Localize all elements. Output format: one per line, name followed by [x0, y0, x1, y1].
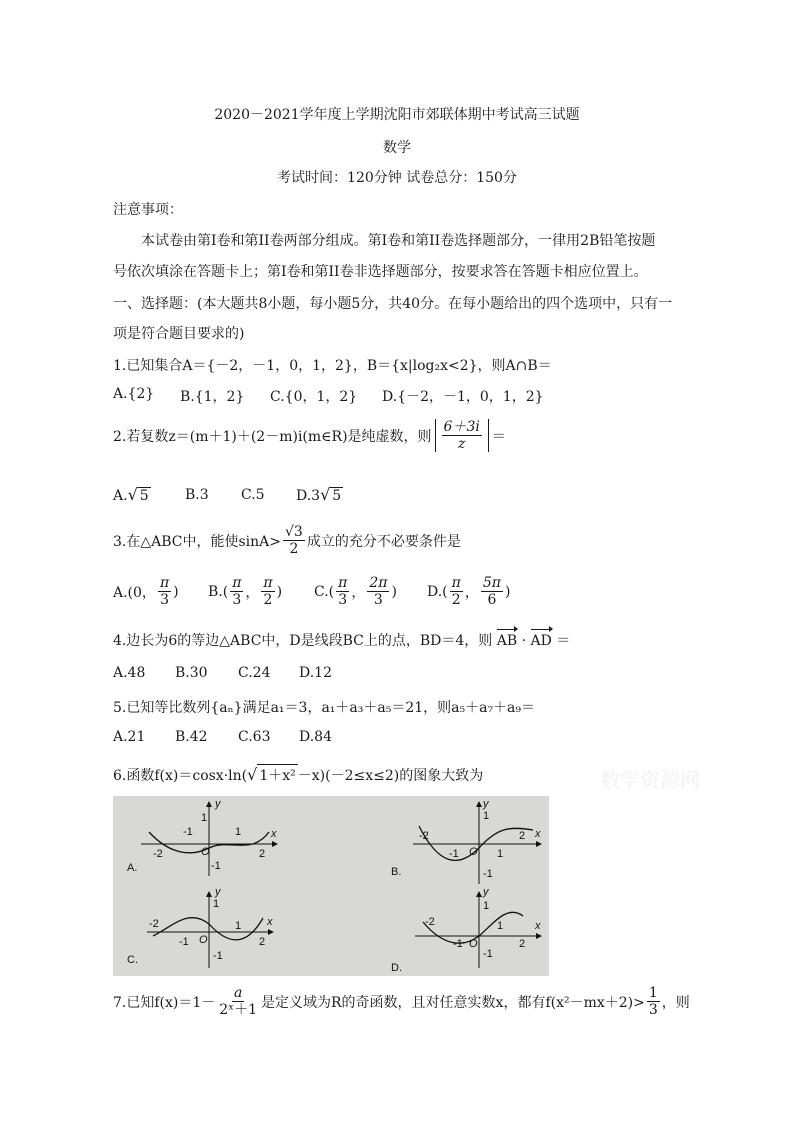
question-5-option-b: B.42 [175, 729, 208, 745]
question-1-stem: 1.已知集合A＝{－2，－1，0，1，2}，B＝{x|log₂x<2}，则A∩B＝ [113, 358, 552, 374]
question-3-tail: 成立的充分不必要条件是 [306, 533, 461, 550]
question-2-stem: 2.若复数z＝(m＋1)＋(2－m)i(m∈R)是纯虚数，则 [113, 428, 432, 445]
question-2-option-c: C.5 [241, 487, 265, 503]
graph-b-tick-neg2: -2 [419, 830, 429, 842]
graph-b-tick-2: 2 [519, 830, 526, 842]
graph-d-tick-1: 1 [483, 900, 490, 912]
graph-c-tick-1: 1 [213, 898, 220, 910]
question-7-fraction: $\frac{a}{\text{2ˣ＋1}}$ [219, 985, 258, 1019]
graph-a-tick-neg1: -1 [211, 860, 221, 872]
vector-ab: AB [496, 633, 518, 649]
graph-c-tick-neg1: -1 [213, 950, 223, 962]
graph-a-tick-1: 1 [201, 812, 208, 824]
exam-title: 2020－2021学年度上学期沈阳市郊联体期中考试高三试题 [214, 107, 580, 123]
question-4-option-d: D.12 [299, 665, 332, 681]
section-1-line-1: 一、选择题：(本大题共8小题，每小题5分，共40分。在每小题给出的四个选项中，只有一 [113, 296, 673, 312]
question-3-option-d: D.( $\frac{\pi}{2}$ ， $\frac{5\pi}{6}$ ) [427, 575, 511, 609]
question-5-option-a: A.21 [113, 729, 146, 745]
question-7-fraction-2: $\frac{1}{3}$ [648, 985, 658, 1019]
question-2-fraction [442, 419, 482, 452]
graph-c-y-label: y [215, 886, 221, 898]
graph-d-tick-neg1: -1 [483, 948, 493, 960]
sqrt-icon: √ [320, 485, 331, 504]
graph-b-y-label: y [483, 798, 489, 810]
question-7-stem-pre: 7.已知f(x)＝1－ [113, 994, 216, 1011]
graph-d-tick-2: 2 [519, 938, 526, 950]
graph-d-y-label: y [483, 886, 489, 898]
graph-b [413, 802, 541, 884]
graph-c-label: C. [127, 954, 138, 966]
fraction-numerator: 6＋3i [443, 419, 480, 435]
question-5-option-d: D.84 [299, 729, 332, 745]
question-2-option-a: A.√ 5 [113, 485, 149, 504]
graph-a-tick-2: 2 [259, 848, 266, 860]
question-3-option-c: C.( $\frac{\pi}{3}$ ， $\frac{2\pi}{3}$ ) [314, 575, 397, 609]
graph-b-x-label: x [535, 828, 541, 840]
graph-a-x-label: x [271, 828, 277, 840]
question-3-option-a: A.(0， $\frac{\pi}{3}$ ) [113, 575, 179, 609]
question-5-stem: 5.已知等比数列{aₙ}满足a₁＝3，a₁＋a₃＋a₅＝21，则a₅＋a₇＋a₉＝ [113, 700, 536, 716]
question-2-stem-line [113, 419, 506, 452]
question-2-option-b: B.3 [185, 487, 209, 503]
question-4-option-a: A.48 [113, 665, 146, 681]
notes-line-2: 号依次填涂在答题卡上；第I卷和第II卷非选择题部分，按要求答在答题卡相应位置上。 [113, 264, 648, 280]
notes-line-1: 本试卷由第I卷和第II卷两部分组成。第I卷和第II卷选择题部分，一律用2B铅笔按题 [141, 233, 656, 249]
graph-a-label: A. [127, 862, 138, 874]
fraction-denominator: z [457, 436, 466, 453]
question-4-option-b: B.30 [175, 665, 208, 681]
graph-a-tick-neg2: -2 [153, 848, 163, 860]
graph-c-tick-1-x: 1 [235, 920, 242, 932]
sqrt-icon: √ [127, 485, 138, 504]
graph-b-tick-neg1-x: -1 [449, 848, 459, 860]
question-6-radicand: 1＋x² [257, 764, 297, 785]
graph-c [147, 892, 273, 968]
exam-subject: 数学 [383, 140, 411, 156]
exam-info: 考试时间：120分钟 试卷总分：150分 [277, 170, 517, 186]
sqrt-icon: √ [247, 765, 258, 784]
watermark-text: 数学资源网 [600, 768, 700, 792]
question-6-graph-photo [113, 796, 549, 976]
question-6-stem-post: －x)(－2≤x≤2)的图象大致为 [297, 767, 484, 784]
graph-a-origin: O [201, 846, 210, 858]
graph-a [141, 802, 277, 876]
question-2-option-d: D.3√ 5 [296, 485, 342, 504]
graph-c-tick-2: 2 [259, 936, 266, 948]
question-3-stem-line [113, 524, 461, 557]
question-2-tail: ＝ [491, 428, 506, 445]
graph-a-y-label: y [215, 798, 221, 810]
graph-c-origin: O [199, 934, 208, 946]
question-1-option-b: B.{1，2} [180, 389, 245, 405]
notes-heading: 注意事项： [113, 202, 183, 218]
graph-b-tick-neg1: -1 [483, 868, 493, 880]
graph-d-label: D. [391, 962, 402, 974]
graph-d-tick-neg2: -2 [425, 916, 435, 928]
question-3-stem: 3.在△ABC中，能使sinA> [113, 533, 282, 550]
graph-b-origin: O [469, 846, 478, 858]
graph-d [415, 892, 541, 968]
question-1-option-d: D.{－2，－1，0，1，2} [382, 389, 544, 405]
question-3-option-b: B.( $\frac{\pi}{3}$ ， $\frac{\pi}{2}$ ) [208, 575, 283, 609]
question-3-fraction: $\frac{√3}{2}$ [285, 524, 303, 558]
question-7-stem-post: ，则 [661, 994, 690, 1011]
question-5-option-c: C.63 [238, 729, 271, 745]
graph-d-origin: O [469, 938, 478, 950]
graph-d-x-label: x [535, 920, 541, 932]
question-7-stem-line [113, 985, 690, 1018]
question-4-option-c: C.24 [238, 665, 271, 681]
modulus-expression [435, 419, 489, 452]
section-1-line-2: 项是符合题目要求的) [113, 326, 245, 342]
graph-a-tick-neg1-x: -1 [183, 826, 193, 838]
graph-a-tick-1-x: 1 [235, 826, 242, 838]
graph-c-tick-neg1-x: -1 [179, 936, 189, 948]
graph-d-tick-neg1-x: -1 [453, 938, 463, 950]
graph-b-label: B. [391, 866, 402, 878]
graph-b-tick-1: 1 [483, 810, 490, 822]
question-6-stem-pre: 6.函数f(x)＝cosx·ln( [113, 767, 248, 784]
question-1-option-a: A.{2} [113, 386, 155, 402]
vector-ad: AD [530, 633, 552, 649]
graph-c-tick-neg2: -2 [149, 918, 159, 930]
graph-b-tick-1-x: 1 [497, 848, 504, 860]
question-6-stem-line [113, 764, 483, 785]
graph-d-tick-1-x: 1 [497, 920, 504, 932]
question-4-stem-line: 4.边长为6的等边△ABC中，D是线段BC上的点，BD＝4，则 AB · AD ＝ [113, 633, 571, 649]
graph-c-x-label: x [267, 916, 273, 928]
question-4-stem: 4.边长为6的等边△ABC中，D是线段BC上的点，BD＝4，则 [113, 633, 493, 649]
question-7-stem-mid: 是定义域为R的奇函数，且对任意实数x，都有f(x²－mx＋2)> [261, 994, 645, 1011]
question-1-option-c: C.{0，1，2} [270, 389, 358, 405]
